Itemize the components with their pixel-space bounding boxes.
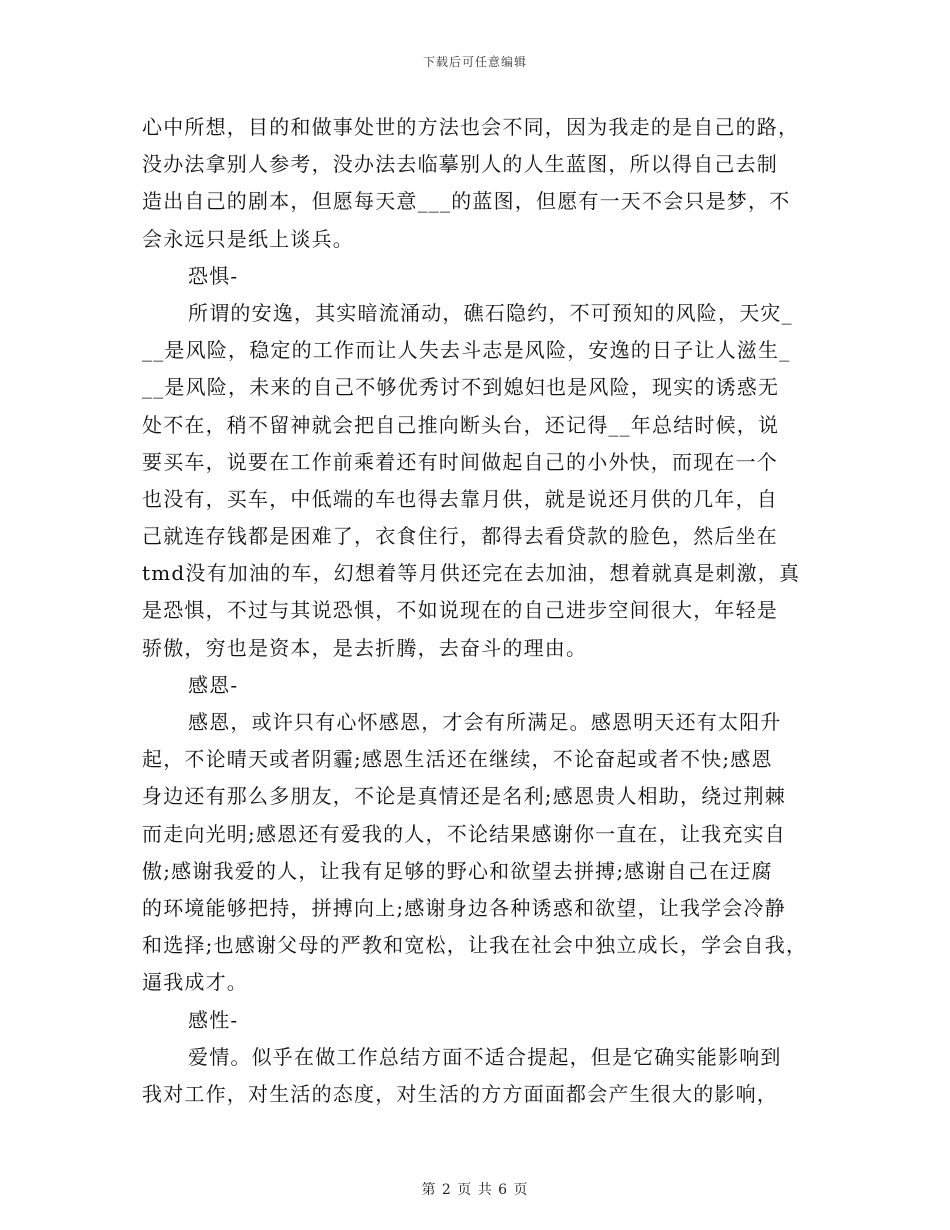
text-line: 爱情。似乎在做工作总结方面不适合提起，但是它确实能影响到 [188,1044,782,1069]
text-line: 起，不论晴天或者阴霾;感恩生活还在继续，不论奋起或者不快;感恩 [142,747,773,772]
paragraph [142,258,822,295]
text-line: 身边还有那么多朋友，不论是真情还是名利;感恩贵人相助，绕过荆棘 [142,784,786,809]
paragraph [142,109,822,258]
page-header: 下载后可任意编辑 [422,55,527,69]
text-line: 恐惧- [188,263,239,288]
text-line: 所谓的安逸，其实暗流涌动，礁石隐约，不可预知的风险，天灾_ [188,300,793,325]
text-line: tmd没有加油的车，幻想着等月供还完在去加油，想着就真是刺激，真 [142,561,801,586]
page-footer: 第 2 页 共 6 页 [421,1182,529,1198]
text-line: 我对工作，对生活的态度，对生活的方方面面都会产生很大的影响， [142,1081,778,1106]
text-line: 而走向光明;感恩还有爱我的人，不论结果感谢你一直在，让我充实自 [142,821,786,846]
text-line: 是恐惧，不过与其说恐惧，不如说现在的自己进步空间很大，年轻是 [142,598,778,623]
text-line: 己就连存钱都是困难了，衣食住行，都得去看贷款的脸色，然后坐在 [142,524,778,549]
paragraph [142,1039,822,1113]
text-line: 造出自己的剧本，但愿每天意___的蓝图，但愿有一天不会只是梦，不 [142,189,791,214]
text-line: 没办法拿别人参考，没办法去临摹别人的人生蓝图，所以得自己去制 [142,152,778,177]
paragraph [142,1002,822,1039]
text-line: 骄傲，穷也是资本，是去折腾，去奋斗的理由。 [142,635,588,660]
paragraph [142,704,822,1002]
text-line: 要买车，说要在工作前乘着还有时间做起自己的小外快，而现在一个 [142,449,778,474]
text-line: 感恩- [188,672,239,697]
paragraph [142,667,822,704]
text-line: 处不在，稍不留神就会把自己推向断头台，还记得__年总结时候，说 [142,412,780,437]
text-line: __是风险，稳定的工作而让人失去斗志是风险，安逸的日子让人滋生_ [142,338,791,363]
text-line: 心中所想，目的和做事处世的方法也会不同，因为我走的是自己的路， [142,115,800,139]
text-line: 逼我成才。 [142,970,248,995]
document-body [142,109,822,1113]
text-line: 傲;感谢我爱的人，让我有足够的野心和欲望去拼搏;感谢自己在迂腐 [142,858,773,883]
text-line: 和选择;也感谢父母的严教和宽松，让我在社会中独立成长，学会自我， [142,933,808,958]
text-line: 感性- [188,1007,239,1032]
text-line: __是风险，未来的自己不够优秀讨不到媳妇也是风险，现实的诱惑无 [142,375,780,400]
text-line: 也没有，买车，中低端的车也得去靠月供，就是说还月供的几年，自 [142,486,778,511]
text-line: 的环境能够把持，拼搏向上;感谢身边各种诱惑和欲望，让我学会冷静 [142,895,786,920]
paragraph [142,295,822,667]
text-line: 感恩，或许只有心怀感恩，才会有所满足。感恩明天还有太阳升 [188,710,782,734]
text-line: 会永远只是纸上谈兵。 [142,226,354,251]
